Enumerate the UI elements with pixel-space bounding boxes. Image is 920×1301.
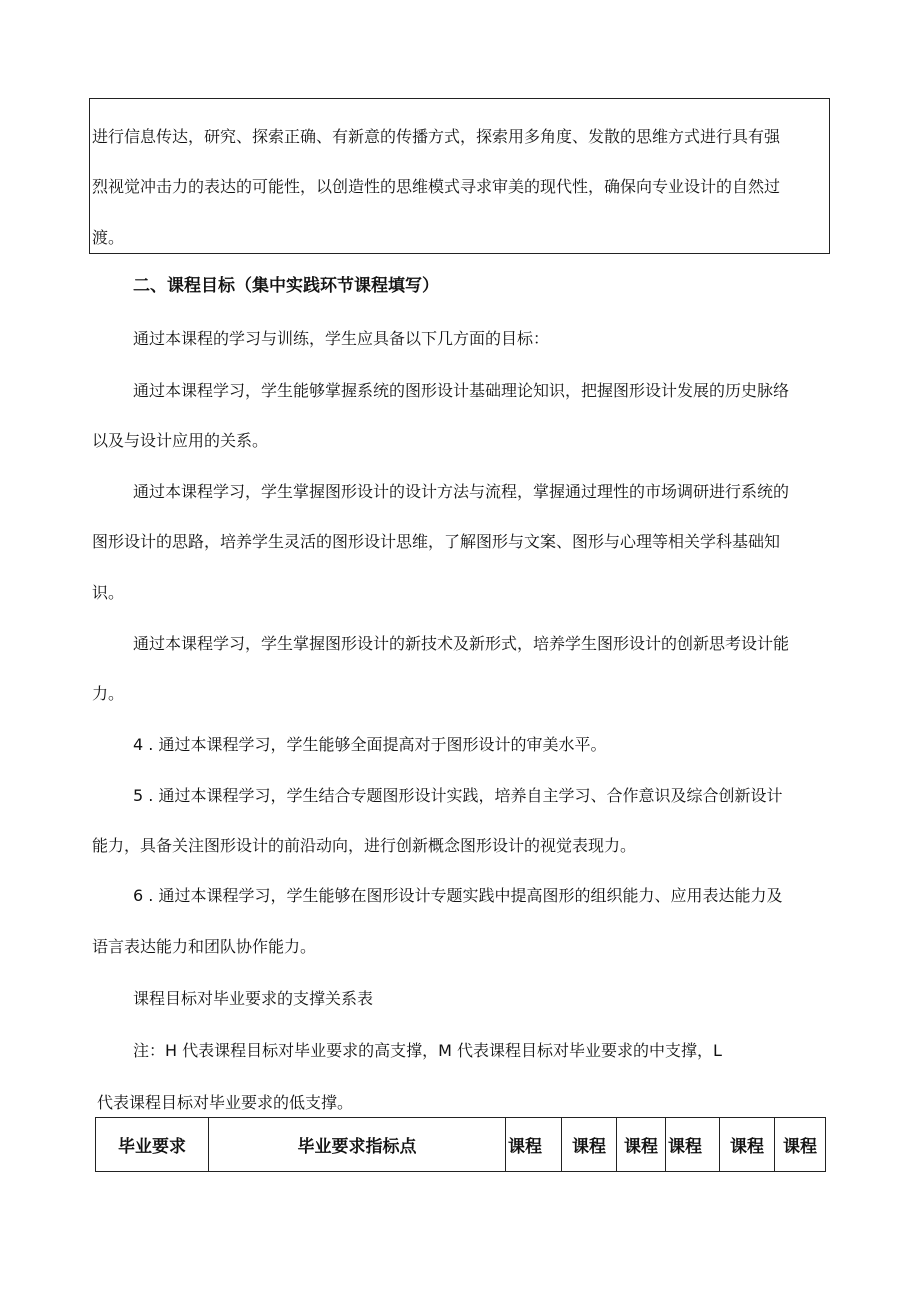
goal-2-line: 识。 bbox=[92, 583, 125, 602]
goal-2-line: 图形设计的思路，培养学生灵活的图形设计思维，了解图形与文案、图形与心理等相关学科基础知 bbox=[92, 532, 781, 551]
table-note-line: 注：H 代表课程目标对毕业要求的高支撑，M 代表课程目标对毕业要求的中支撑，L bbox=[133, 1041, 722, 1060]
goal-3-line: 通过本课程学习，学生掌握图形设计的新技术及新形式，培养学生图形设计的创新思考设计能 bbox=[133, 634, 790, 653]
table-header-cell: 毕业要求指标点 bbox=[209, 1118, 506, 1171]
boxed-line: 烈视觉冲击力的表达的可能性，以创造性的思维模式寻求审美的现代性，确保向专业设计的自然过 bbox=[92, 177, 781, 196]
goal-4-line: 4 . 通过本课程学习，学生能够全面提高对于图形设计的审美水平。 bbox=[133, 735, 607, 754]
section-heading: 二、课程目标（集中实践环节课程填写） bbox=[133, 276, 439, 296]
table-header-cell: 课程 bbox=[783, 1137, 817, 1157]
goal-1-line: 通过本课程学习，学生能够掌握系统的图形设计基础理论知识，把握图形设计发展的历史脉络 bbox=[133, 381, 790, 400]
intro-paragraph: 通过本课程的学习与训练，学生应具备以下几方面的目标： bbox=[133, 329, 550, 348]
boxed-paragraph bbox=[89, 98, 830, 254]
table-note-line: 代表课程目标对毕业要求的低支撑。 bbox=[97, 1093, 354, 1112]
table-caption: 课程目标对毕业要求的支撑关系表 bbox=[133, 989, 374, 1008]
goal-5-line: 能力，具备关注图形设计的前沿动向，进行创新概念图形设计的视觉表现力。 bbox=[92, 836, 637, 855]
goal-3-line: 力。 bbox=[92, 684, 125, 703]
support-relation-table bbox=[95, 1117, 826, 1172]
table-header-cell: 课程 bbox=[506, 1118, 562, 1171]
table-header-cell: 课程 bbox=[562, 1118, 617, 1171]
goal-2-line: 通过本课程学习，学生掌握图形设计的设计方法与流程，掌握通过理性的市场调研进行系统的 bbox=[133, 482, 790, 501]
goal-6-line: 语言表达能力和团队协作能力。 bbox=[92, 937, 317, 956]
goal-5-line: 5 . 通过本课程学习，学生结合专题图形设计实践，培养自主学习、合作意识及综合创新设计 bbox=[133, 786, 783, 805]
goal-6-line: 6 . 通过本课程学习，学生能够在图形设计专题实践中提高图形的组织能力、应用表达能力及 bbox=[133, 886, 783, 905]
table-header-cell: 课程 bbox=[617, 1118, 666, 1171]
table-header-cell: 毕业要求 bbox=[96, 1118, 209, 1171]
table-header-cell: 课程 bbox=[666, 1118, 720, 1171]
goal-1-line: 以及与设计应用的关系。 bbox=[92, 431, 269, 450]
table-header-cell: 课程 bbox=[720, 1118, 775, 1171]
boxed-line: 渡。 bbox=[92, 228, 125, 247]
boxed-line: 进行信息传达，研究、探索正确、有新意的传播方式，探索用多角度、发散的思维方式进行具有强 bbox=[92, 127, 781, 146]
